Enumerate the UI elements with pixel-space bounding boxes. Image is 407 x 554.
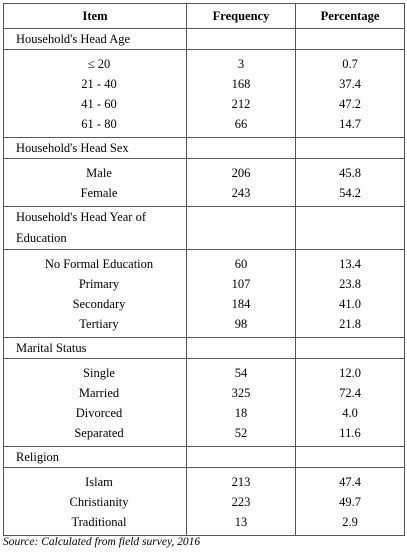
- item-column-cell: [4, 468, 187, 536]
- percentage-value: 49.7: [339, 495, 361, 509]
- section-empty-cell: [296, 447, 405, 468]
- section-title: Marital Status: [4, 338, 187, 359]
- section-empty-cell: [296, 338, 405, 359]
- item-value: Single: [83, 366, 115, 380]
- percentage-value: 23.8: [339, 277, 361, 291]
- frequency-value: 107: [231, 277, 251, 291]
- percentage-value: 54.2: [339, 186, 361, 200]
- frequency-value: 54: [234, 366, 248, 380]
- percentage-value: 72.4: [339, 386, 361, 400]
- frequency-column-cell: [187, 50, 296, 138]
- percentage-value: 41.0: [339, 297, 361, 311]
- frequency-value: 60: [234, 257, 248, 271]
- section-empty-cell: [296, 138, 405, 159]
- item-value: Separated: [74, 426, 124, 440]
- item-value: Tertiary: [79, 317, 119, 331]
- frequency-value: 325: [231, 386, 251, 400]
- header-item: Item: [4, 4, 187, 29]
- frequency-value: 206: [231, 166, 251, 180]
- percentage-column-cell: [296, 359, 405, 447]
- frequency-column-cell: [187, 359, 296, 447]
- source-note: Source: Calculated from field survey, 2016: [3, 536, 201, 548]
- section-empty-cell: [187, 29, 296, 50]
- item-value: Secondary: [72, 297, 126, 311]
- section-empty-cell: [296, 207, 405, 250]
- table-body: [4, 29, 405, 536]
- item-value: Primary: [78, 277, 120, 291]
- frequency-value: 212: [231, 97, 251, 111]
- header-row: [4, 4, 405, 29]
- section-empty-cell: [187, 338, 296, 359]
- section-header-row: [4, 447, 405, 468]
- section-rows: [4, 159, 405, 207]
- frequency-value: 184: [231, 297, 251, 311]
- section-rows: [4, 50, 405, 138]
- percentage-column-cell: [296, 50, 405, 138]
- frequency-value: 52: [234, 426, 248, 440]
- item-value: Divorced: [75, 406, 123, 420]
- section-rows: [4, 468, 405, 536]
- section-empty-cell: [296, 29, 405, 50]
- percentage-column-cell: [296, 250, 405, 338]
- percentage-value: 0.7: [342, 57, 358, 71]
- item-value: 61 - 80: [81, 117, 117, 131]
- percentage-value: 47.2: [339, 97, 361, 111]
- frequency-column-cell: [187, 250, 296, 338]
- demographics-table: [3, 3, 405, 536]
- section-header-row: [4, 338, 405, 359]
- item-column-cell: [4, 359, 187, 447]
- section-header-row: [4, 207, 405, 250]
- percentage-value: 2.9: [342, 515, 358, 529]
- frequency-value: 168: [231, 77, 251, 91]
- section-rows: [4, 359, 405, 447]
- percentage-column-cell: [296, 468, 405, 536]
- frequency-value: 13: [234, 515, 248, 529]
- frequency-column-cell: [187, 159, 296, 207]
- section-header-row: [4, 138, 405, 159]
- item-value: Traditional: [71, 515, 127, 529]
- item-column-cell: [4, 250, 187, 338]
- section-title: Household's Head Year of Education: [4, 207, 187, 250]
- frequency-column-cell: [187, 468, 296, 536]
- section-title: Household's Head Age: [4, 29, 187, 50]
- item-value: 41 - 60: [81, 97, 117, 111]
- percentage-column-cell: [296, 159, 405, 207]
- section-rows: [4, 250, 405, 338]
- percentage-value: 45.8: [339, 166, 361, 180]
- item-value: Female: [80, 186, 118, 200]
- item-value: ≤ 20: [87, 57, 111, 71]
- frequency-value: 18: [234, 406, 248, 420]
- item-value: Islam: [85, 475, 113, 489]
- percentage-value: 37.4: [339, 77, 361, 91]
- percentage-value: 14.7: [339, 117, 361, 131]
- percentage-value: 12.0: [339, 366, 361, 380]
- section-empty-cell: [187, 138, 296, 159]
- section-title: Household's Head Sex: [4, 138, 187, 159]
- section-empty-cell: [187, 447, 296, 468]
- header-percentage: Percentage: [296, 4, 405, 29]
- item-column-cell: [4, 50, 187, 138]
- percentage-value: 21.8: [339, 317, 361, 331]
- item-value: No Formal Education: [44, 257, 154, 271]
- section-empty-cell: [187, 207, 296, 250]
- item-column-cell: [4, 159, 187, 207]
- item-value: Male: [86, 166, 112, 180]
- frequency-value: 243: [231, 186, 251, 200]
- frequency-value: 3: [237, 57, 245, 71]
- section-header-row: [4, 29, 405, 50]
- percentage-value: 4.0: [342, 406, 358, 420]
- percentage-value: 11.6: [339, 426, 361, 440]
- percentage-value: 47.4: [339, 475, 361, 489]
- item-value: Christianity: [69, 495, 129, 509]
- header-frequency: Frequency: [187, 4, 296, 29]
- item-value: Married: [78, 386, 120, 400]
- frequency-value: 98: [234, 317, 248, 331]
- frequency-value: 213: [231, 475, 251, 489]
- section-title: Religion: [4, 447, 187, 468]
- item-value: 21 - 40: [81, 77, 117, 91]
- percentage-value: 13.4: [339, 257, 361, 271]
- frequency-value: 223: [231, 495, 251, 509]
- frequency-value: 66: [234, 117, 248, 131]
